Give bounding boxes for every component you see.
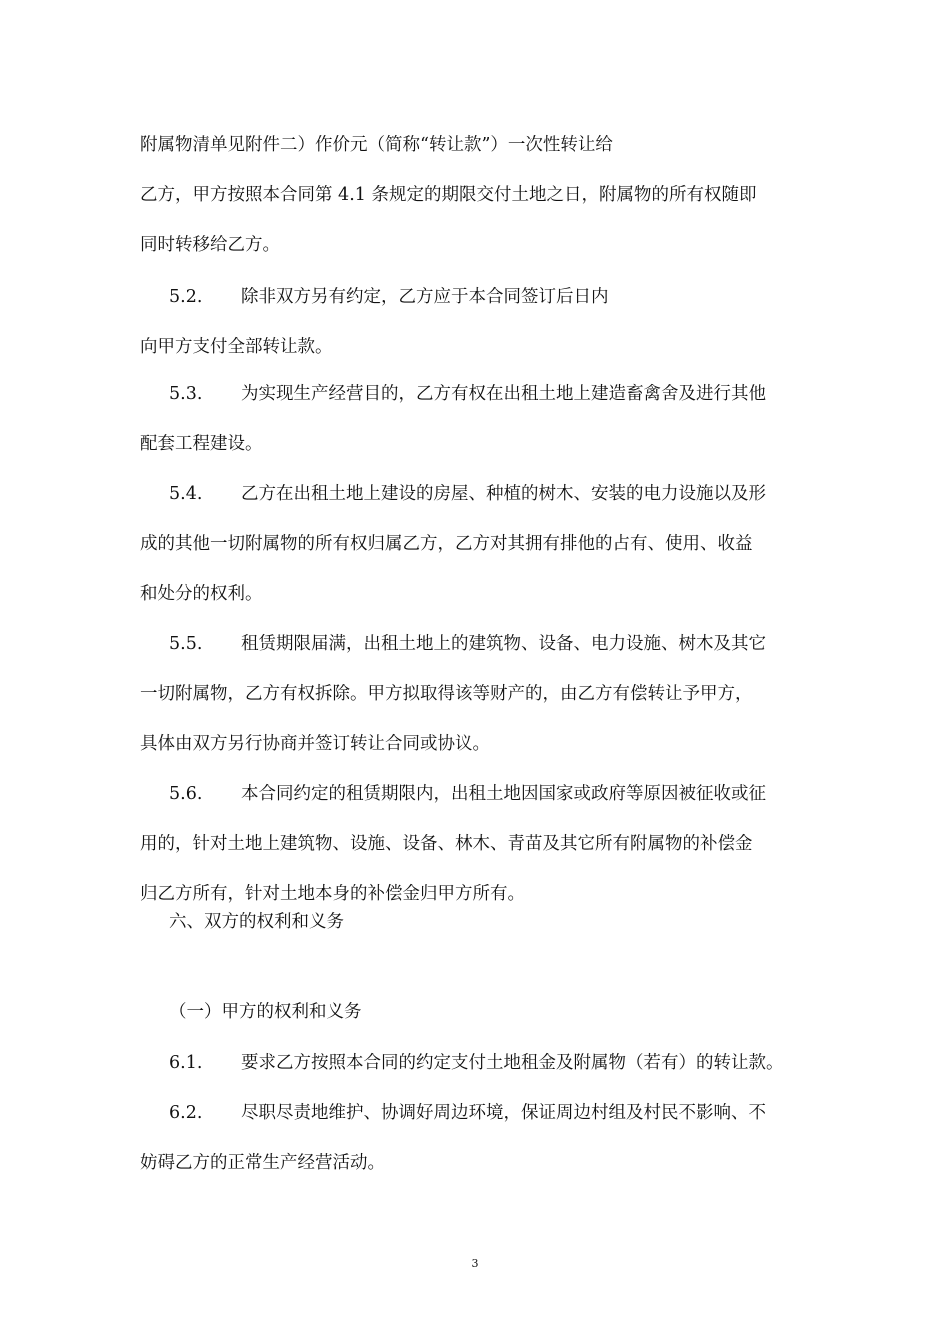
paragraph-5-6-line-1: 本合同约定的租赁期限内，出租土地因国家或政府等原因被征收或征 [241,784,766,804]
clause-number-5-4: 5.4. [169,484,203,504]
paragraph-6-2-line-2: 妨碍乙方的正常生产经营活动。 [140,1153,385,1173]
paragraph-5-6-line-2: 用的，针对土地上建筑物、设施、设备、林木、青苗及其它所有附属物的补偿金 [140,834,753,854]
clause-number-6-2: 6.2. [169,1103,203,1123]
page-number: 3 [471,1257,479,1270]
paragraph-5-1-line-2: 乙方，甲方按照本合同第 4.1 条规定的期限交付土地之日，附属物的所有权随即 [140,185,757,205]
paragraph-5-1-line-3: 同时转移给乙方。 [140,235,280,255]
paragraph-6-1-line-1: 要求乙方按照本合同的约定支付土地租金及附属物（若有）的转让款。 [241,1053,784,1073]
paragraph-5-5-line-2: 一切附属物，乙方有权拆除。甲方拟取得该等财产的，由乙方有偿转让予甲方， [140,684,753,704]
paragraph-5-5-line-3: 具体由双方另行协商并签订转让合同或协议。 [140,734,490,754]
paragraph-5-3-line-1: 为实现生产经营目的，乙方有权在出租土地上建造畜禽舍及进行其他 [241,384,766,404]
paragraph-5-6-line-3: 归乙方所有，针对土地本身的补偿金归甲方所有。 [140,884,525,904]
paragraph-5-2-line-2: 向甲方支付全部转让款。 [140,337,333,357]
clause-number-5-3: 5.3. [169,384,203,404]
clause-number-5-5: 5.5. [169,634,203,654]
paragraph-5-4-line-1: 乙方在出租土地上建设的房屋、种植的树木、安装的电力设施以及形 [241,484,766,504]
clause-number-5-2: 5.2. [169,287,203,307]
paragraph-5-4-line-2: 成的其他一切附属物的所有权归属乙方，乙方对其拥有排他的占有、使用、收益 [140,534,753,554]
paragraph-5-3-line-2: 配套工程建设。 [140,434,263,454]
section-6-heading: 六、双方的权利和义务 [169,912,344,932]
paragraph-5-1-line-1: 附属物清单见附件二）作价元（简称“转让款”）一次性转让给 [140,135,613,155]
subsection-6-1-heading: （一）甲方的权利和义务 [169,1002,362,1022]
paragraph-5-5-line-1: 租赁期限届满，出租土地上的建筑物、设备、电力设施、树木及其它 [241,634,766,654]
paragraph-6-2-line-1: 尽职尽责地维护、协调好周边环境，保证周边村组及村民不影响、不 [241,1103,766,1123]
clause-number-6-1: 6.1. [169,1053,203,1073]
paragraph-5-4-line-3: 和处分的权利。 [140,584,263,604]
clause-number-5-6: 5.6. [169,784,203,804]
paragraph-5-2-line-1: 除非双方另有约定，乙方应于本合同签订后日内 [241,287,609,307]
